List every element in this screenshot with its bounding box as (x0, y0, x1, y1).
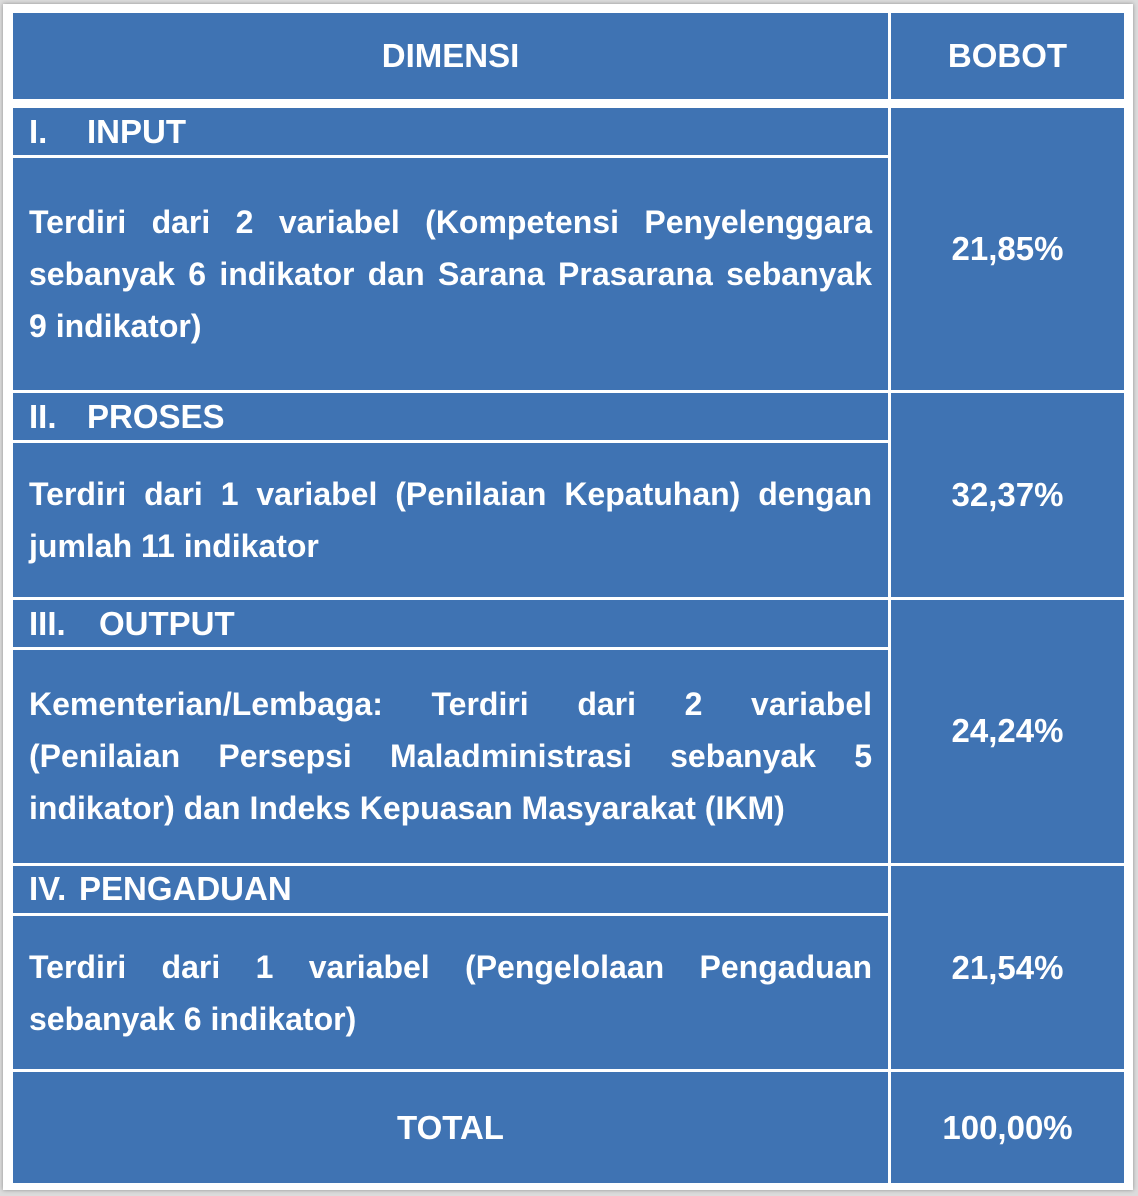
table-frame (3, 4, 1133, 1190)
weight-output: 24,24% (890, 598, 1126, 864)
header-weight: BOBOT (890, 12, 1126, 104)
description-input: Terdiri dari 2 variabel (Kompetensi Penyelenggara sebanyak 6 indikator dan Sarana Prasarana sebanyak 9 indikator) (12, 157, 890, 392)
header-dimension: DIMENSI (12, 12, 890, 104)
description-output: Kementerian/Lembaga: Terdiri dari 2 variabel (Penilaian Persepsi Maladministrasi sebanyak 5 indikator) dan Indeks Kepuasan Masyarakat (IKM) (12, 649, 890, 865)
total-label: TOTAL (12, 1071, 890, 1185)
description-pengaduan: Terdiri dari 1 variabel (Pengelolaan Pengaduan sebanyak 6 indikator) (12, 914, 890, 1070)
section-row-pengaduan (12, 864, 1126, 914)
weight-proses: 32,37% (890, 392, 1126, 599)
section-row-input (12, 104, 1126, 157)
header-row (12, 12, 1126, 104)
dimension-weight-table (10, 10, 1127, 1186)
total-row (12, 1071, 1126, 1185)
section-row-proses (12, 392, 1126, 442)
section-title-proses: II. PROSES (12, 392, 890, 442)
total-weight: 100,00% (890, 1071, 1126, 1185)
section-title-input: I. INPUT (12, 104, 890, 157)
weight-pengaduan: 21,54% (890, 864, 1126, 1071)
section-row-output (12, 598, 1126, 648)
weight-input: 21,85% (890, 104, 1126, 392)
section-title-pengaduan: IV. PENGADUAN (12, 864, 890, 914)
description-proses: Terdiri dari 1 variabel (Penilaian Kepatuhan) dengan jumlah 11 indikator (12, 442, 890, 598)
section-title-output: III. OUTPUT (12, 598, 890, 648)
